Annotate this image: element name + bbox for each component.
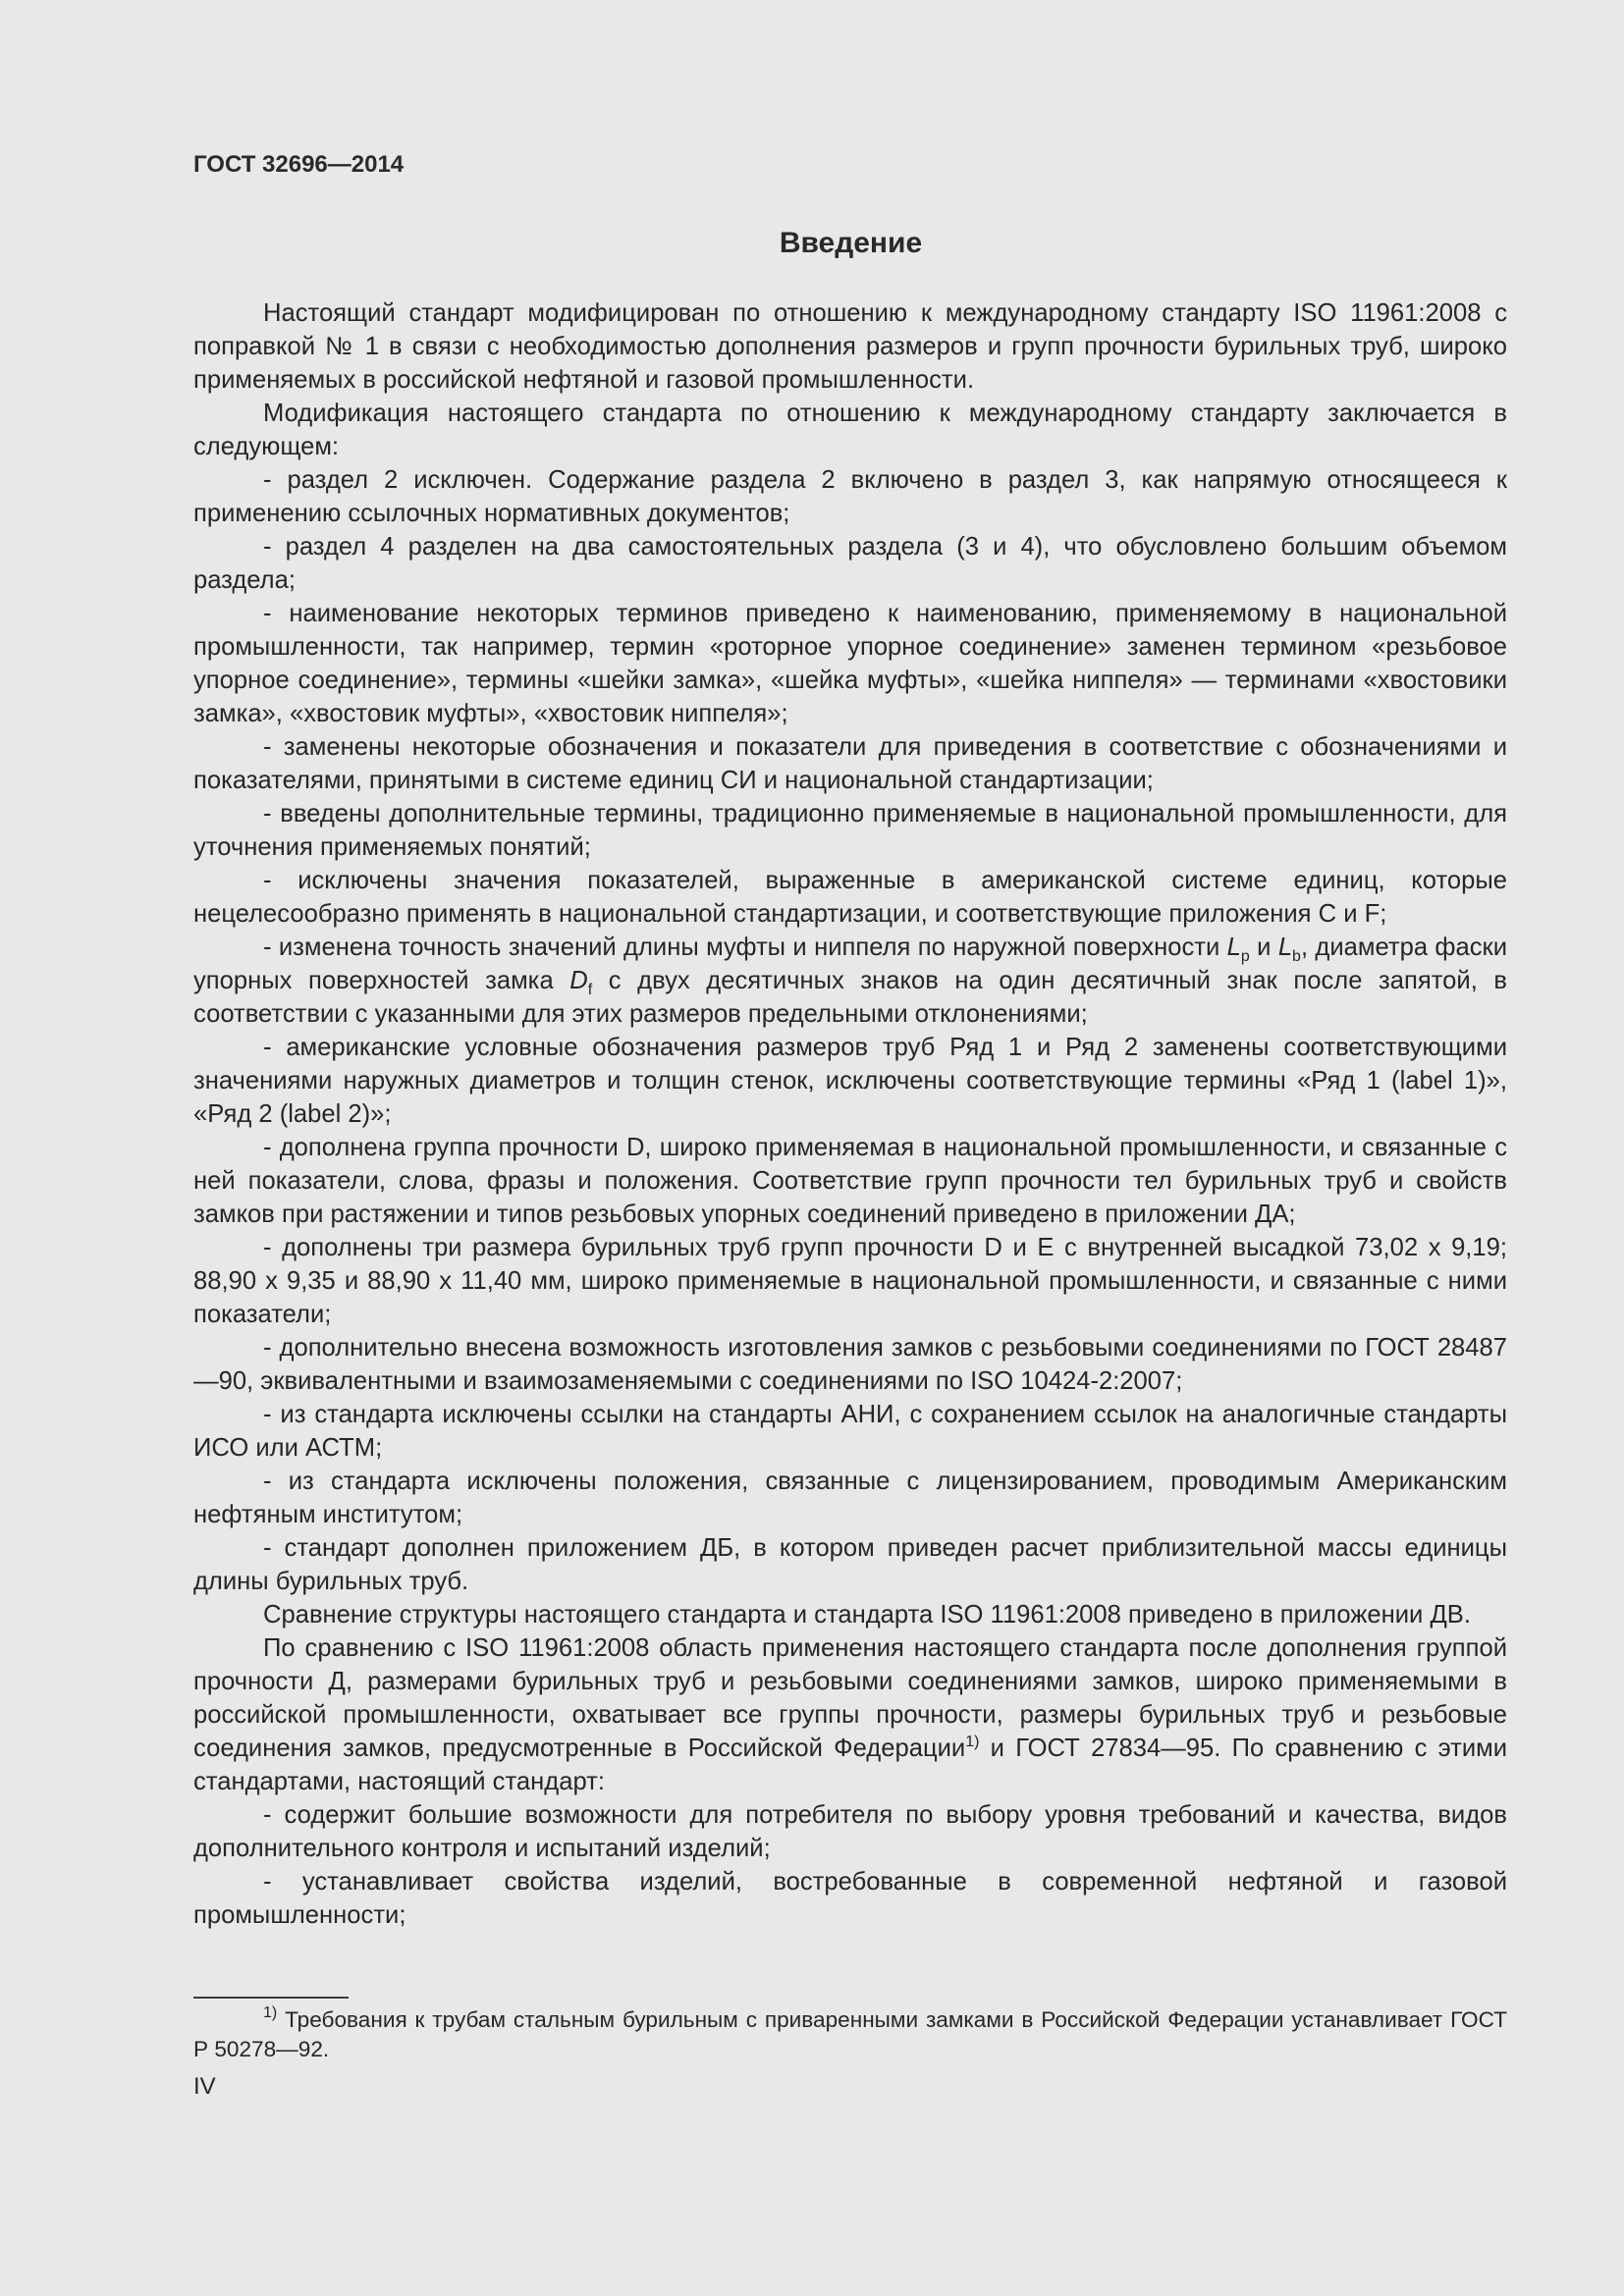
- document-body: [193, 296, 1507, 1932]
- list-item: - стандарт дополнен приложением ДБ, в котором приведен расчет приблизительной массы единицы длины бурильных труб.: [193, 1534, 1507, 1595]
- symbol-length: L: [1226, 934, 1241, 961]
- list-item: - содержит большие возможности для потребителя по выбору уровня требований и качества, видов дополнительного контроля и испытаний изделий;: [193, 1801, 1507, 1862]
- text-fragment: с двух десятичных знаков на один десятичный знак после запятой, в соответствии с указанными для этих размеров предельными отклонениями;: [193, 967, 1507, 1028]
- paragraph: Сравнение структуры настоящего стандарта и стандарта ISO 11961:2008 приведено в приложении ДВ.: [263, 1601, 1471, 1629]
- list-item: - американские условные обозначения размеров труб Ряд 1 и Ряд 2 заменены соответствующими значениями наружных диаметров и толщин стенок, исключены соответствующие термины «Ряд 1 (label 1)», «Ряд 2 (label 2)»;: [193, 1034, 1507, 1128]
- footnote-marker: 1): [263, 2004, 278, 2021]
- list-item: - дополнительно внесена возможность изготовления замков с резьбовыми соединениями по ГОСТ 28487—90, эквивалентными и взаимозаменяемыми с соединениями по ISO 10424-2:2007;: [193, 1334, 1507, 1395]
- text-fragment: По сравнению с ISO 11961:2008 область применения настоящего стандарта после дополнения группой прочности Д, размерами бурильных труб и резьбовыми соединениями замков, широко применяемыми в российской промышленности, охватывает все группы прочности, размеры бурильных труб и резьбовые соединения замков, предусмотренные в Российской Федерации: [193, 1634, 1507, 1762]
- page-number: IV: [193, 2073, 216, 2100]
- list-item: - из стандарта исключены ссылки на стандарты АНИ, с сохранением ссылок на аналогичные стандарты ИСО или АСТМ;: [193, 1401, 1507, 1462]
- list-item: - устанавливает свойства изделий, востребованные в современной нефтяной и газовой промышленности;: [193, 1868, 1507, 1929]
- list-item: - дополнены три размера бурильных труб групп прочности D и E с внутренней высадкой 73,02 x 9,19; 88,90 x 9,35 и 88,90 x 11,40 мм, широко применяемые в национальной промышленности, и связанные с ними показатели;: [193, 1234, 1507, 1328]
- list-item: - из стандарта исключены положения, связанные с лицензированием, проводимым Американским нефтяным институтом;: [193, 1468, 1507, 1528]
- list-item: - заменены некоторые обозначения и показатели для приведения в соответствие с обозначениями и показателями, принятыми в системе единиц СИ и национальной стандартизации;: [193, 733, 1507, 794]
- list-item: - введены дополнительные термины, традиционно применяемые в национальной промышленности, для уточнения применяемых понятий;: [193, 800, 1507, 861]
- paragraph: Модификация настоящего стандарта по отношению к международному стандарту заключается в следующем:: [193, 400, 1507, 460]
- subscript: b: [1292, 948, 1301, 965]
- list-item: - дополнена группа прочности D, широко применяемая в национальной промышленности, и связанные с ней показатели, слова, фразы и положения. Соответствие групп прочности тел бурильных труб и свойств замков при растяжении и типов резьбовых упорных соединений приведено в приложении ДА;: [193, 1134, 1507, 1228]
- list-item: - раздел 4 разделен на два самостоятельных раздела (3 и 4), что обусловлено большим объемом раздела;: [193, 533, 1507, 594]
- list-item-precision: [193, 931, 1507, 1031]
- text-fragment: и: [1249, 934, 1278, 961]
- subscript: p: [1240, 948, 1250, 965]
- list-item: - наименование некоторых терминов приведено к наименованию, применяемому в национальной промышленности, так например, термин «роторное упорное соединение» заменен термином «резьбовое упорное соединение», термины «шейки замка», «шейка муфты», «шейка ниппеля» — терминами «хвостовики замка», «хвостовик муфты», «хвостовик ниппеля»;: [193, 600, 1507, 727]
- text-fragment: , диаметра фаски упорных поверхностей замка: [193, 934, 1507, 994]
- list-item: - исключены значения показателей, выраженные в американской системе единиц, которые нецелесообразно применять в национальной стандартизации, и соответствующие приложения C и F;: [193, 867, 1507, 928]
- symbol-length: L: [1277, 934, 1293, 961]
- symbol-diameter: D: [569, 967, 588, 994]
- footnote-text: Требования к трубам стальным бурильным с приваренными замками в Российской Федерации устанавливает ГОСТ Р 50278—92.: [193, 2007, 1507, 2061]
- footnote: [193, 2005, 1507, 2064]
- footnote-reference: 1): [965, 1734, 980, 1750]
- text-fragment: - изменена точность значений длины муфты и ниппеля по наружной поверхности: [263, 934, 1227, 961]
- paragraph-comparison: [193, 1631, 1507, 1798]
- document-code: ГОСТ 32696—2014: [193, 151, 405, 178]
- text-fragment: и ГОСТ 27834—95. По сравнению с этими стандартами, настоящий стандарт:: [193, 1735, 1508, 1795]
- subscript: f: [587, 982, 593, 998]
- section-title: Введение: [779, 227, 923, 259]
- paragraph: Настоящий стандарт модифицирован по отношению к международному стандарту ISO 11961:2008 с поправкой № 1 в связи с необходимостью дополнения размеров и групп прочности бурильных труб, широко применяемых в российской нефтяной и газовой промышленности.: [193, 299, 1507, 394]
- footnote-separator: [193, 1997, 349, 1999]
- list-item: - раздел 2 исключен. Содержание раздела 2 включено в раздел 3, как напрямую относящееся к применению ссылочных нормативных документов;: [193, 466, 1507, 527]
